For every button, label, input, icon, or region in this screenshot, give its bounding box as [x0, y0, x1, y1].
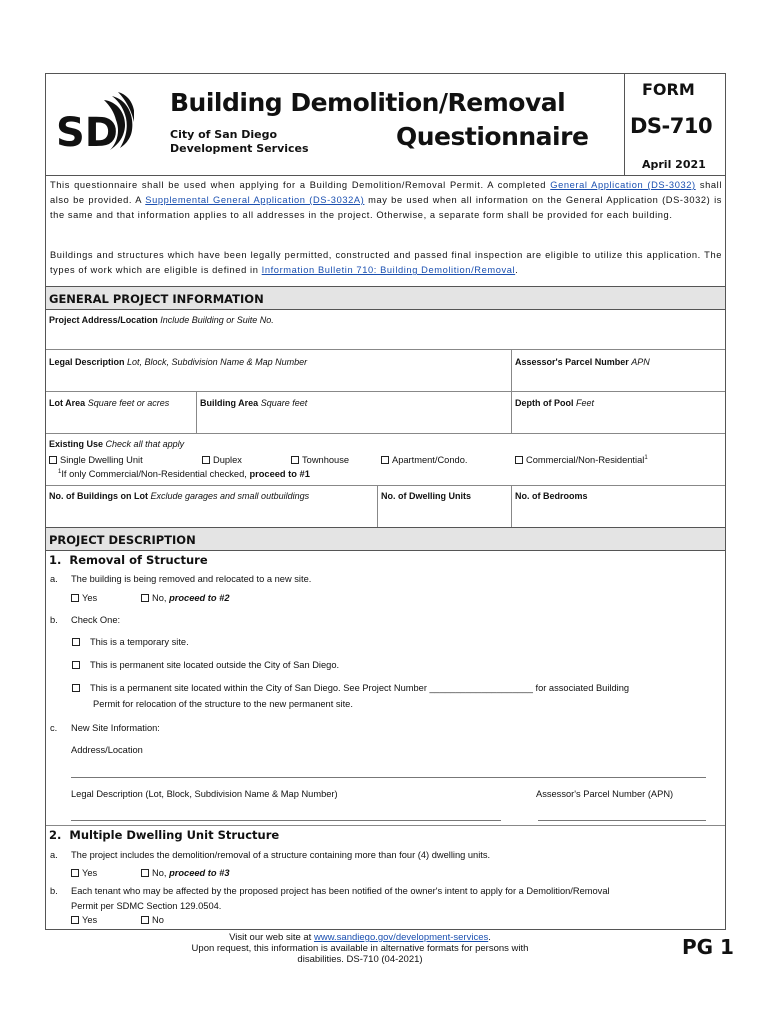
option-label-continued: Permit for relocation of the structure to the new permanent site.	[93, 699, 353, 709]
footer-line1	[150, 932, 570, 943]
intro-text: shall also be provided. A	[50, 180, 722, 205]
use-duplex-checkbox[interactable]	[202, 455, 242, 465]
new-site-address-label: Address/Location	[71, 745, 143, 755]
building-area-field[interactable]	[200, 398, 307, 408]
project-address-field[interactable]	[49, 315, 274, 325]
new-site-address-field[interactable]	[71, 777, 706, 778]
option-label: Single Dwelling Unit	[60, 455, 143, 465]
field-label: Lot Area	[49, 398, 86, 408]
lot-area-field[interactable]	[49, 398, 169, 408]
existing-use-label	[49, 439, 184, 449]
intro-text: may be used when all information on the General Application (DS-3032) is the same and that information applies to all addresses in the project. Otherwise, a separate form shall be provided for each building.	[50, 195, 722, 220]
form-label: FORM	[642, 80, 695, 99]
item-letter: b.	[50, 615, 58, 625]
field-hint: Square feet	[260, 398, 308, 408]
field-hint: Include Building or Suite No.	[160, 315, 274, 325]
option-label: for associated Building	[532, 683, 630, 693]
field-label: Legal Description	[49, 357, 125, 367]
intro-text: .	[515, 265, 519, 275]
new-site-legal-label: Legal Description (Lot, Block, Subdivision Name & Map Number)	[71, 789, 338, 799]
item-letter: a.	[50, 850, 58, 860]
field-hint: Square feet or acres	[87, 398, 170, 408]
q1b-within-city-checkbox[interactable]	[72, 680, 629, 696]
buildings-on-lot-field[interactable]	[49, 491, 309, 501]
page-number: PG 1	[682, 935, 734, 959]
col-divider	[511, 485, 512, 527]
option-label: Apartment/Condo.	[392, 455, 468, 465]
q2a-no-checkbox[interactable]	[141, 865, 230, 881]
pool-depth-field[interactable]	[515, 398, 594, 408]
q2b-text-continued: Permit per SDMC Section 129.0504.	[71, 901, 222, 911]
q1a-yes-checkbox[interactable]	[71, 590, 97, 606]
intro-paragraph-1	[50, 178, 722, 223]
option-label: Townhouse	[302, 455, 350, 465]
org-name	[170, 128, 309, 156]
row-divider	[46, 433, 725, 434]
item-letter: c.	[50, 723, 58, 733]
option-label: Commercial/Non-Residential	[526, 455, 645, 466]
col-divider	[511, 349, 512, 391]
checkbox-icon	[71, 916, 79, 924]
form-date: April 2021	[642, 158, 706, 171]
col-divider	[196, 391, 197, 433]
q1b-temporary-site-checkbox[interactable]	[72, 634, 189, 650]
use-single-dwelling-checkbox[interactable]	[49, 455, 143, 465]
existing-use-note	[58, 469, 310, 479]
option-label: No,	[152, 868, 170, 878]
q2a-yes-checkbox[interactable]	[71, 865, 97, 881]
field-hint: Check all that apply	[105, 439, 185, 449]
row-divider	[46, 485, 725, 486]
option-label: Duplex	[213, 455, 242, 465]
checkbox-icon	[381, 456, 389, 464]
new-site-apn-label: Assessor's Parcel Number (APN)	[536, 789, 674, 799]
intro-paragraph-2	[50, 248, 722, 278]
form-header	[46, 74, 725, 176]
field-hint: Lot, Block, Subdivision Name & Map Number	[127, 357, 308, 367]
checkbox-icon	[515, 456, 523, 464]
checkbox-icon	[141, 594, 149, 602]
new-site-apn-field[interactable]	[538, 820, 706, 821]
checkbox-icon	[71, 594, 79, 602]
q2b-no-checkbox[interactable]	[141, 912, 164, 928]
col-divider	[377, 485, 378, 527]
q1c-text: New Site Information:	[71, 723, 160, 733]
row-divider	[46, 825, 725, 826]
option-label: This is a permanent site located within the City of San Diego. See Project Number	[90, 683, 430, 693]
field-hint: Exclude garages and small outbuildings	[150, 491, 310, 501]
project-description-heading: PROJECT DESCRIPTION	[46, 527, 725, 551]
city-logo	[54, 88, 134, 165]
q1a-no-checkbox[interactable]	[141, 590, 230, 606]
logo-letters: SD	[56, 110, 119, 156]
field-label: Depth of Pool	[515, 398, 574, 408]
checkbox-icon	[141, 869, 149, 877]
question-title: Removal of Structure	[69, 553, 208, 567]
option-label: Yes	[82, 593, 98, 603]
option-label: This is a temporary site.	[90, 637, 189, 647]
field-hint: Feet	[576, 398, 595, 408]
general-application-link[interactable]: General Application (DS-3032)	[550, 180, 696, 190]
q2b-yes-checkbox[interactable]	[71, 912, 97, 928]
field-label: Project Address/Location	[49, 315, 158, 325]
item-letter: a.	[50, 574, 58, 584]
footnote-marker: 1	[58, 469, 62, 475]
supplemental-application-link[interactable]: Supplemental General Application (DS-3032A)	[145, 195, 365, 205]
col-divider	[511, 391, 512, 433]
information-bulletin-link[interactable]: Information Bulletin 710: Building Demolition/Removal	[261, 265, 516, 275]
item-letter: b.	[50, 886, 58, 896]
proceed-note: proceed to #3	[169, 868, 230, 878]
q2a-text: The project includes the demolition/removal of a structure containing more than four (4) dwelling units.	[71, 850, 491, 860]
option-label: Yes	[82, 915, 98, 925]
page-footer	[150, 932, 570, 965]
q1a-text: The building is being removed and relocated to a new site.	[71, 574, 312, 584]
note-text: If only Commercial/Non-Residential checked,	[61, 469, 250, 480]
intro-text: This questionnaire shall be used when applying for a Building Demolition/Removal Permit. A completed	[50, 180, 551, 190]
header-divider	[624, 74, 625, 176]
checkbox-icon	[202, 456, 210, 464]
field-label: Building Area	[200, 398, 259, 408]
checkbox-icon	[71, 869, 79, 877]
option-label: This is permanent site located outside the City of San Diego.	[90, 660, 340, 670]
footer-text: .	[488, 932, 491, 943]
row-divider	[46, 391, 725, 392]
q1b-text: Check One:	[71, 615, 121, 625]
use-apartment-checkbox[interactable]	[381, 455, 467, 465]
question-2-heading	[49, 828, 279, 842]
field-label: No. of Buildings on Lot	[49, 491, 148, 501]
form-title-line1: Building Demolition/Removal	[170, 88, 566, 117]
form-title-line2: Questionnaire	[396, 122, 589, 151]
website-link[interactable]: www.sandiego.gov/development-services	[313, 932, 489, 943]
checkbox-icon	[291, 456, 299, 464]
question-title: Multiple Dwelling Unit Structure	[69, 828, 280, 842]
question-number: 2.	[49, 828, 62, 842]
field-label: Assessor's Parcel Number	[515, 357, 629, 367]
org-line1: City of San Diego	[170, 128, 278, 141]
field-label: Existing Use	[49, 439, 104, 449]
checkbox-icon	[49, 456, 57, 464]
field-label: No. of Dwelling Units	[381, 491, 471, 501]
question-number: 1.	[49, 553, 62, 567]
note-emphasis: proceed to #1	[249, 469, 310, 480]
legal-description-field[interactable]	[49, 357, 307, 367]
use-townhouse-checkbox[interactable]	[291, 455, 349, 465]
option-label: No	[152, 915, 164, 925]
checkbox-icon	[141, 916, 149, 924]
intro-text: Buildings and structures which have been legally permitted, constructed and passed final inspection are eligible to utilize this application. The types of work which are eligible is defined in	[50, 250, 722, 275]
new-site-legal-field[interactable]	[71, 820, 501, 821]
option-label: No,	[152, 593, 170, 603]
checkbox-icon	[72, 661, 80, 669]
general-info-heading: GENERAL PROJECT INFORMATION	[46, 286, 725, 310]
checkbox-icon	[72, 684, 80, 692]
checkbox-icon	[72, 638, 80, 646]
dwelling-units-field[interactable]	[381, 491, 471, 501]
footer-line3: disabilities. DS-710 (04-2021)	[297, 954, 423, 965]
bedrooms-field[interactable]	[515, 491, 588, 501]
org-line2: Development Services	[170, 142, 309, 155]
form-number: DS-710	[630, 114, 713, 138]
apn-field[interactable]	[515, 357, 650, 367]
q1b-outside-city-checkbox[interactable]	[72, 657, 339, 673]
row-divider	[46, 349, 725, 350]
option-label: Yes	[82, 868, 98, 878]
field-label: No. of Bedrooms	[515, 491, 588, 501]
q2b-text: Each tenant who may be affected by the proposed project has been notified of the owner's intent to apply for a Demolition/Removal	[71, 886, 610, 896]
footnote-marker: 1	[644, 455, 648, 461]
footer-line2: Upon request, this information is available in alternative formats for persons with	[191, 943, 529, 954]
footer-text: Visit our web site at	[229, 932, 314, 943]
proceed-note: proceed to #2	[169, 593, 230, 603]
question-1-heading	[49, 553, 208, 567]
use-commercial-checkbox[interactable]	[515, 455, 648, 465]
project-number-field[interactable]: ____________________	[429, 683, 533, 693]
field-hint: APN	[631, 357, 650, 367]
form-ds-710	[45, 73, 726, 930]
